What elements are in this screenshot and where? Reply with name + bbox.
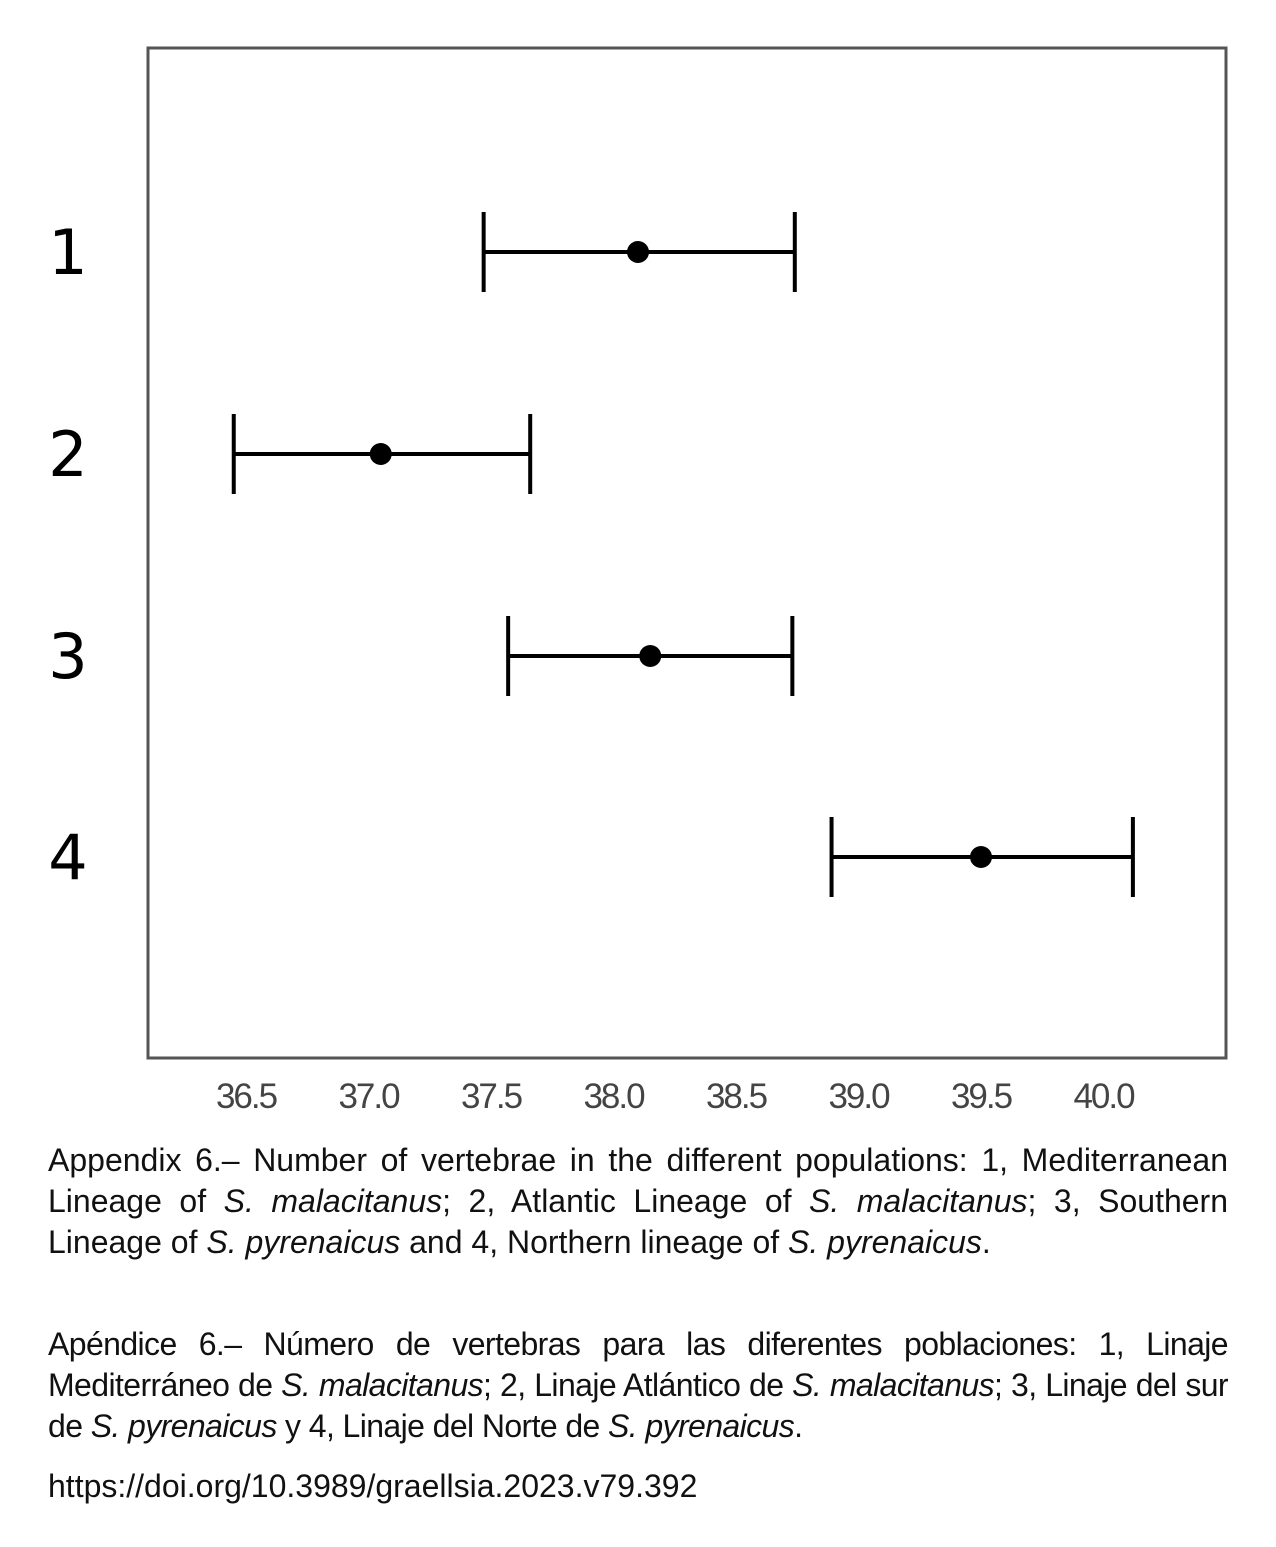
- x-tick-label: 40.0: [1073, 1077, 1134, 1116]
- caption-en-species-4: S. pyrenaicus: [788, 1224, 982, 1260]
- caption-es-text-3: ; 3, Linaje del sur de: [48, 1367, 1228, 1444]
- caption-en-species-1: S. malacitanus: [223, 1183, 443, 1219]
- mean-point-3: [639, 645, 661, 667]
- caption-es-text-4: y 4, Linaje del Norte de: [276, 1408, 609, 1444]
- x-tick-label: 38.5: [705, 1077, 767, 1116]
- doi-link[interactable]: https://doi.org/10.3989/graellsia.2023.v79.392: [48, 1468, 698, 1504]
- caption-english: [48, 1140, 1228, 1263]
- caption-es-text-5: .: [794, 1408, 803, 1444]
- caption-en-text-3: ; 3, Southern Lineage of: [48, 1183, 1228, 1260]
- mean-point-1: [627, 241, 649, 263]
- caption-en-text-1: Appendix 6.– Number of vertebrae in the different populations: 1, Mediterranean Lineage of: [48, 1142, 1228, 1219]
- caption-es-species-3: S. pyrenaicus: [90, 1408, 277, 1444]
- caption-en-species-3: S. pyrenaicus: [206, 1224, 401, 1260]
- x-tick-label: 39.0: [828, 1077, 889, 1116]
- caption-es-text-1: Apéndice 6.– Número de vertebras para las diferentes poblaciones: 1, Linaje Mediterráneo de: [48, 1326, 1228, 1403]
- x-tick-label: 39.5: [950, 1077, 1012, 1116]
- x-tick-label: 37.0: [338, 1077, 399, 1116]
- mean-point-2: [370, 443, 392, 465]
- plot-frame: [148, 48, 1226, 1058]
- row-label-3: 3: [48, 620, 88, 693]
- x-tick-label: 38.0: [583, 1077, 644, 1116]
- caption-spanish: [48, 1324, 1228, 1447]
- row-label-1: 1: [48, 216, 88, 289]
- mean-point-4: [970, 846, 992, 868]
- caption-en-text-2: ; 2, Atlantic Lineage of: [442, 1183, 810, 1219]
- x-tick-label: 37.5: [460, 1077, 522, 1116]
- caption-en-species-2: S. malacitanus: [809, 1183, 1028, 1219]
- caption-es-species-4: S. pyrenaicus: [608, 1408, 795, 1444]
- row-label-4: 4: [48, 821, 88, 894]
- caption-en-text-5: .: [981, 1224, 991, 1260]
- caption-es-species-2: S. malacitanus: [792, 1367, 995, 1403]
- x-tick-label: 36.5: [215, 1077, 277, 1116]
- caption-es-text-2: ; 2, Linaje Atlántico de: [483, 1367, 793, 1403]
- caption-es-species-1: S. malacitanus: [281, 1367, 484, 1403]
- caption-en-text-4: and 4, Northern lineage of: [400, 1224, 789, 1260]
- row-label-2: 2: [48, 418, 88, 491]
